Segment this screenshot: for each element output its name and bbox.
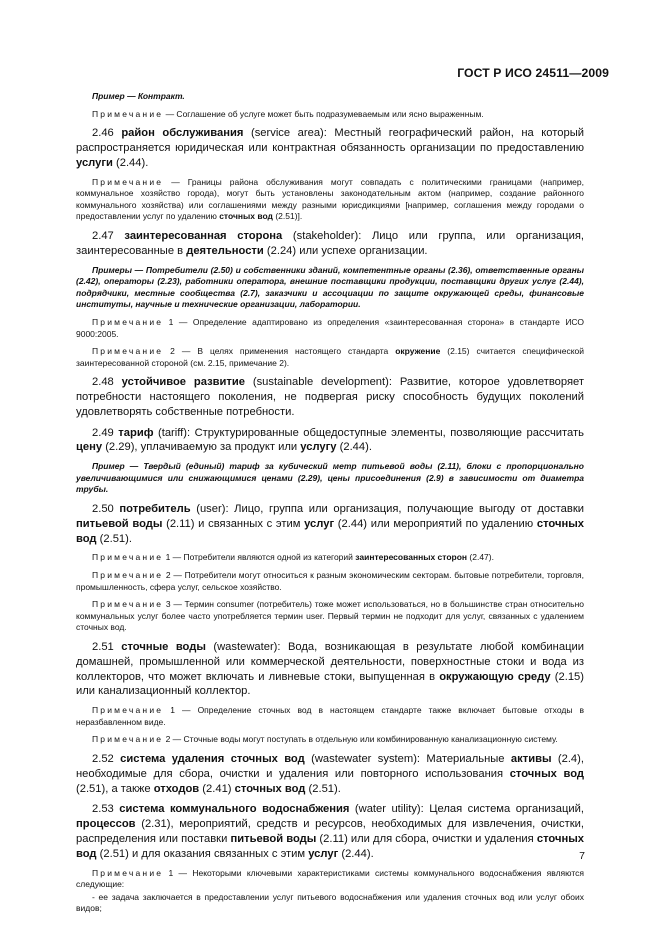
text-run: (2.44). bbox=[112, 156, 149, 169]
term-bold-text: потребитель bbox=[119, 503, 191, 516]
term-bold-text: устойчивое развитие bbox=[121, 376, 245, 389]
page-number: 7 bbox=[579, 850, 585, 862]
term-bold-text: заинтересованная сторона bbox=[124, 229, 283, 242]
text-run: (2.51) и для оказания связанных с этим bbox=[96, 847, 309, 860]
document-body bbox=[76, 91, 584, 921]
note-label: Примечание bbox=[92, 734, 164, 745]
term-definition-paragraph bbox=[76, 502, 584, 546]
term-bold-text: окружающую среду bbox=[439, 670, 551, 683]
example-text: Пример — Контракт. bbox=[92, 91, 185, 101]
example-text: Примеры — Потребители (2.50) и собственники зданий, компетентные органы (2.36), ответственные органы (2.42), операторы (2.23), работники оператора, внешние поставщики продукции, поставщики других услуг (2.44), подрядчики, местные сообщества (2.7), заказчики и ассоциации по защите окружающей среды, финансовые институты, научные и технические организации, лаборатории. bbox=[76, 264, 584, 310]
note-paragraph bbox=[76, 109, 584, 121]
note-label: Примечание bbox=[92, 552, 164, 563]
note-label: Примечание bbox=[92, 176, 164, 187]
term-definition-paragraph bbox=[76, 640, 584, 699]
note-label: Примечание bbox=[92, 570, 164, 581]
text-run: 2 — Сточные воды могут поступать в отдельную или комбинированную канализационную систему. bbox=[163, 734, 558, 745]
note-paragraph bbox=[76, 177, 584, 223]
text-run: 2.47 bbox=[92, 229, 125, 242]
note-label: Примечание bbox=[92, 316, 164, 327]
text-run: (2.44) или мероприятий по удалению bbox=[334, 517, 537, 530]
term-bold-text: цену bbox=[76, 441, 103, 454]
note-paragraph bbox=[76, 734, 584, 746]
note-paragraph bbox=[76, 346, 584, 369]
term-bold-text: система коммунального водоснабжения bbox=[119, 803, 350, 816]
note-label: Примечание bbox=[92, 108, 164, 119]
term-definition-paragraph bbox=[76, 229, 584, 259]
term-bold-text: сточных вод bbox=[76, 517, 585, 545]
term-bold-text: заинтересованных сторон bbox=[355, 552, 468, 563]
term-bold-text: окружение bbox=[395, 346, 441, 357]
note-paragraph bbox=[76, 461, 584, 496]
text-run: (wastewater): Вода, возникающая в результате любой комбинации домашней, промышленной или коммерческой деятельности, поверхностные стоки и вода из коллекторов, что может включать и ливневые стоки, выпущенная в bbox=[76, 641, 584, 683]
term-bold-text: процессов bbox=[76, 818, 136, 831]
term-bold-text: питьевой воды bbox=[76, 517, 163, 530]
note-label: Примечание bbox=[92, 346, 164, 357]
text-run: (2.51). bbox=[305, 782, 341, 795]
example-text: Пример — Твердый (единый) тариф за кубический метр питьевой воды (2.11), блоки с пропорционально увеличивающимися или снижающимися ценами (2.29), цены присоединения (2.9) в зависимости от диаметра трубы. bbox=[76, 461, 584, 495]
term-bold-text: сточных вод bbox=[234, 782, 306, 795]
note-label: Примечание bbox=[92, 867, 164, 878]
text-run: 2.46 bbox=[92, 127, 122, 140]
text-run: (2.11) и связанных с этим bbox=[162, 517, 305, 530]
text-run: 2.51 bbox=[92, 641, 122, 654]
text-run: (2.15) или канализационный коллектор. bbox=[76, 670, 584, 698]
note-paragraph bbox=[76, 317, 584, 340]
text-run: (2.51)]. bbox=[272, 211, 303, 222]
note-label: Примечание bbox=[92, 705, 164, 716]
note-paragraph bbox=[76, 91, 584, 103]
term-bold-text: сточных вод bbox=[76, 832, 584, 860]
text-run: (sustainable development): Развитие, которое удовлетворяет потребности настоящего поколения, не подвергая риску способность будущих поколений удовлетворять собственные потребности. bbox=[76, 376, 584, 418]
text-run: 1 — Определение сточных вод в настоящем стандарте также включает бытовые отходы в неразбавленном виде. bbox=[76, 705, 584, 727]
term-bold-text: система удаления сточных вод bbox=[120, 752, 305, 765]
term-bold-text: питьевой воды bbox=[230, 832, 317, 845]
text-run: 2.52 bbox=[92, 752, 121, 765]
term-bold-text: активы bbox=[510, 752, 552, 765]
text-run: - ее задача заключается в предоставлении услуг питьевого водоснабжения или удаления сточных вод или услуг обоих видов; bbox=[76, 891, 584, 914]
text-run: 3 — Термин consumer (потребитель) тоже может использоваться, но в большинстве стран относительно коммунальных услуг более часто употребляется термин user. Первый термин не подходит для услуг, связанных с удалением сточных вод. bbox=[76, 599, 584, 633]
text-run: 2.50 bbox=[92, 503, 120, 516]
note-paragraph bbox=[76, 705, 584, 728]
text-run: 2.48 bbox=[92, 376, 122, 389]
term-bold-text: тариф bbox=[118, 426, 154, 439]
text-run: (2.29), уплачиваемую за продукт или bbox=[102, 441, 301, 454]
text-run: (2.31), мероприятий, средств и ресурсов, необходимых для извлечения, очистки, распределения или поставки bbox=[76, 818, 584, 845]
term-definition-paragraph bbox=[76, 375, 584, 419]
text-run: (2.51), а также bbox=[76, 782, 154, 795]
text-run: — Соглашение об услуге может быть подразумеваемым или ясно выраженным. bbox=[163, 108, 484, 119]
term-bold-text: услуг bbox=[304, 517, 335, 530]
term-bold-text: отходов bbox=[153, 782, 200, 795]
text-run: — Границы района обслуживания могут совпадать с политическими границами (например, коммунальное хозяйство города), могут быть установлены законодательным актом (например, создание районного коммунального хозяйства) или соглашениями между разными юрисдикциями [например, соглашения между городами о предоставлении услуг по удалению bbox=[76, 176, 584, 222]
term-bold-text: сточных вод bbox=[509, 767, 584, 780]
note-label: Примечание bbox=[92, 599, 164, 610]
text-run: (2.24) или успехе организации. bbox=[263, 244, 428, 257]
term-definition-paragraph bbox=[76, 426, 584, 456]
text-run: (tariff): Структурированные общедоступные элементы, позволяющие рассчитать bbox=[153, 426, 584, 439]
text-run: (water utility): Целая система организаций, bbox=[349, 803, 584, 816]
note-paragraph bbox=[76, 892, 584, 915]
note-paragraph bbox=[76, 265, 584, 311]
text-run: (2.11) или для сбора, очистки и удаления bbox=[316, 832, 537, 845]
note-paragraph bbox=[76, 570, 584, 593]
term-bold-text: сточных вод bbox=[219, 211, 273, 222]
text-run: 2.49 bbox=[92, 426, 119, 439]
text-run: (wastewater system): Материальные bbox=[304, 752, 511, 765]
text-run: (2.15) считается специфической заинтересованной стороной (см. 2.15, примечание 2). bbox=[76, 346, 585, 368]
term-bold-text: сточные воды bbox=[121, 641, 206, 654]
text-run: 2 — В целях применения настоящего стандарта bbox=[163, 346, 396, 357]
text-run: 1 — Некоторыми ключевыми характеристиками системы коммунального водоснабжения являются следующие: bbox=[76, 867, 584, 890]
note-paragraph bbox=[76, 868, 584, 891]
text-run: (2.4), необходимые для сбора, очистки и удаления или повторного использования bbox=[76, 752, 584, 780]
term-definition-paragraph bbox=[76, 802, 584, 861]
text-run: 2 — Потребители могут относиться к разным экономическим секторам. бытовые потребители, торговля, промышленность, сфера услуг, сельское хозяйство. bbox=[76, 570, 584, 592]
text-run: (service area): Местный географический район, на который распространяется юридическая или контрактная обязанность организации по предоставлению bbox=[76, 127, 585, 154]
text-run: (stakeholder): Лицо или группа, или организация, заинтересованные в bbox=[76, 229, 585, 257]
term-definition-paragraph bbox=[76, 752, 584, 796]
term-bold-text: услугу bbox=[300, 441, 337, 454]
term-bold-text: услуги bbox=[76, 156, 113, 169]
text-run: 1 — Потребители являются одной из категорий bbox=[163, 552, 356, 563]
text-run: (2.44). bbox=[336, 441, 372, 454]
text-run: 1 — Определение адаптировано из определения «заинтересованная сторона» в стандарте ИСО 9000:2005. bbox=[76, 316, 584, 339]
text-run: (2.41) bbox=[199, 782, 235, 795]
note-paragraph bbox=[76, 599, 584, 634]
text-run: (2.44). bbox=[338, 847, 374, 860]
text-run: (user): Лицо, группа или организация, получающие выгоду от доставки bbox=[190, 503, 584, 516]
note-paragraph bbox=[76, 552, 584, 564]
term-bold-text: услуг bbox=[308, 847, 339, 860]
standard-code-header: ГОСТ Р ИСО 24511—2009 bbox=[457, 66, 609, 80]
term-definition-paragraph bbox=[76, 126, 584, 170]
term-bold-text: деятельности bbox=[186, 244, 264, 257]
term-bold-text: район обслуживания bbox=[121, 127, 244, 140]
text-run: (2.47). bbox=[467, 552, 494, 563]
text-run: 2.53 bbox=[92, 803, 120, 816]
text-run: (2.51). bbox=[96, 532, 132, 545]
